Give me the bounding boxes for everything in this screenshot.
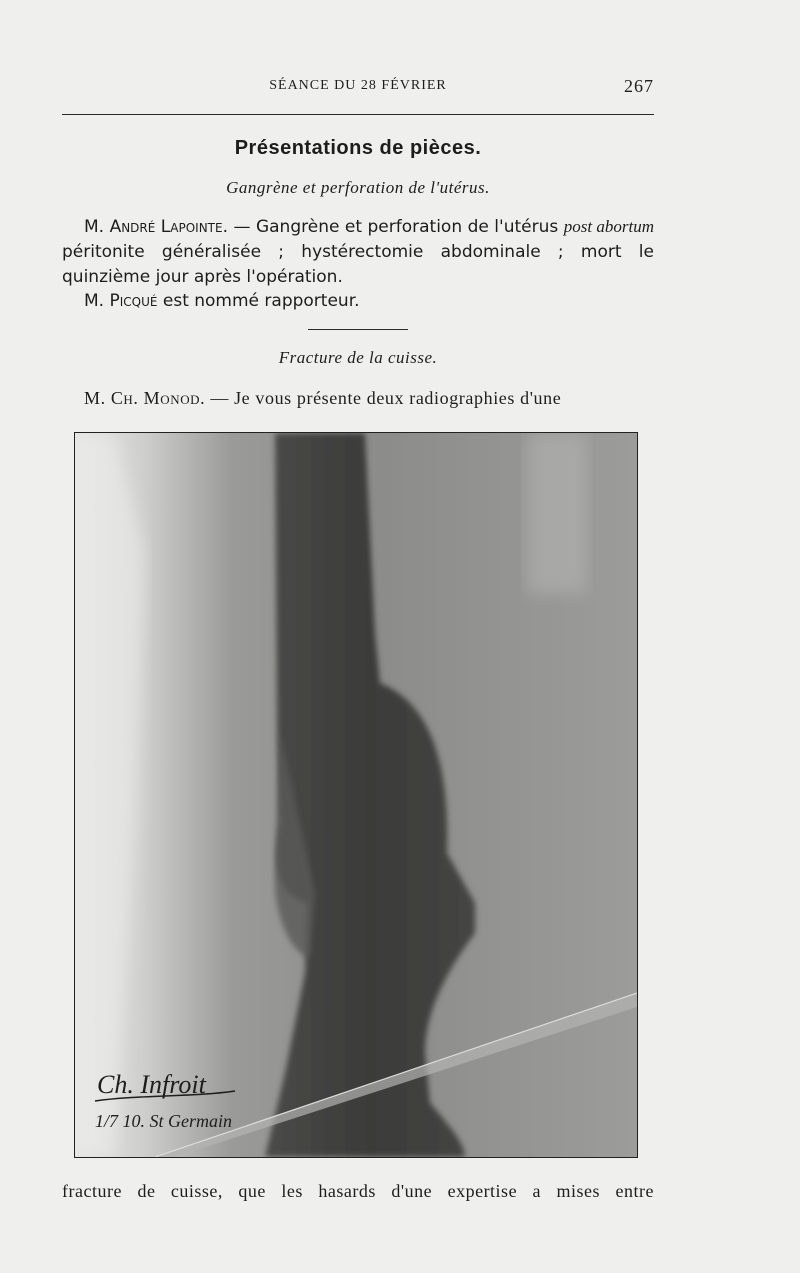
signature-name: Ch. Infroit: [97, 1070, 206, 1099]
author-name: Ch. Monod: [110, 388, 201, 408]
header-rule: [62, 114, 654, 115]
page-header: [62, 76, 654, 100]
author-name: André Lapointe: [109, 217, 223, 237]
reporter-name: Picqué: [109, 291, 158, 311]
author-prefix: M.: [84, 388, 111, 408]
subtitle-fracture: Fracture de la cuisse.: [278, 348, 438, 367]
section-title: Présentations de pièces.: [234, 137, 482, 159]
paragraph-monod: [62, 386, 654, 411]
paragraph-reporter: [62, 289, 654, 314]
author-prefix: M.: [84, 217, 110, 237]
page-number: 267: [624, 76, 654, 96]
continuation-line: fracture de cuisse, que les hasards d'une expertise a mises entre: [62, 1181, 654, 1201]
paragraph-text: . — Gangrène et perforation de l'utérus: [222, 217, 559, 237]
reporter-text: est nommé rapporteur.: [157, 291, 360, 311]
paragraph-lapointe: [62, 214, 654, 290]
latin-term: post abortum: [563, 217, 654, 236]
paragraph-text-continued: péritonite généralisée ; hystérectomie abdominale ; mort le quinzième jour après l'opération.: [62, 242, 654, 287]
reporter-prefix: M.: [84, 291, 110, 311]
paragraph-text: . — Je vous présente deux radiographies d'une: [200, 388, 562, 408]
radiograph-figure: [74, 432, 638, 1158]
signature-place: 1/7 10. St Germain: [95, 1111, 232, 1131]
section-divider: [308, 329, 408, 330]
light-patch: [527, 433, 587, 593]
subtitle-gangrene: Gangrène et perforation de l'utérus.: [226, 178, 490, 197]
running-title: SÉANCE DU 28 FÉVRIER: [269, 78, 447, 93]
radiograph-image: [75, 433, 637, 1157]
